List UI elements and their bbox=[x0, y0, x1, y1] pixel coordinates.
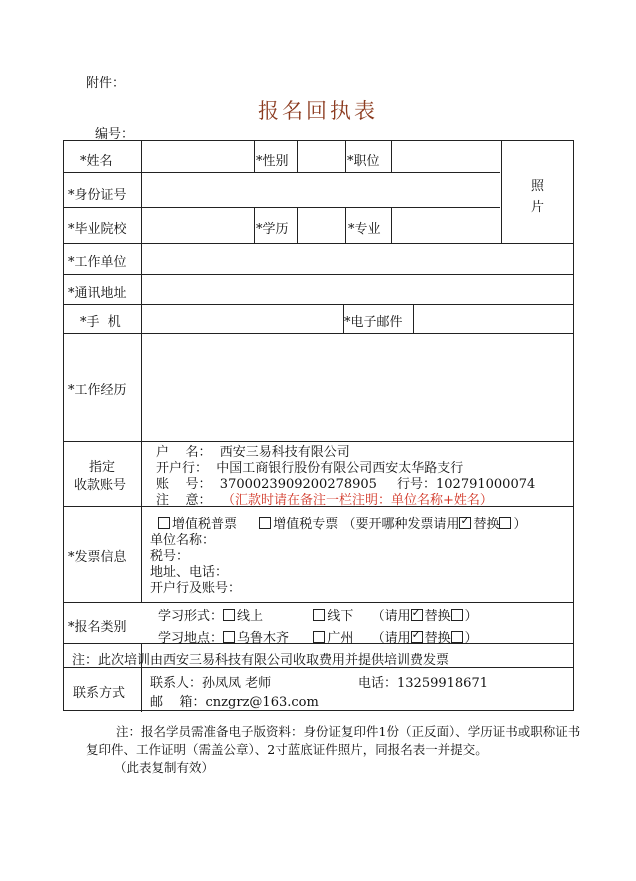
mode-hint-suffix: ） bbox=[464, 609, 478, 624]
empty-box-icon bbox=[451, 631, 463, 643]
experience-label: *工作经历 bbox=[68, 383, 127, 398]
account-number: 账 号： 3700023909200278905 bbox=[156, 477, 377, 492]
mode-hint-prefix: （请用 bbox=[371, 609, 411, 624]
major-label: *专业 bbox=[348, 222, 381, 237]
training-notice: 注：此次培训由西安三易科技有限公司收取费用并提供培训费发票 bbox=[72, 653, 450, 668]
study-mode-label: 学习形式： bbox=[158, 609, 224, 624]
email-label: *电子邮件 bbox=[344, 315, 403, 330]
payment-note-label: 注 意： bbox=[156, 493, 212, 508]
contact-phone: 电话：13259918671 bbox=[358, 676, 488, 691]
mobile-label: *手 机 bbox=[80, 315, 121, 330]
photo-label-line1: 照 bbox=[531, 179, 545, 194]
copy-valid-note: （此表复制有效） bbox=[114, 760, 215, 775]
photo-label-line2: 片 bbox=[531, 200, 545, 215]
invoice-hint-prefix: （要开哪种发票请用 bbox=[342, 517, 460, 532]
location-hint-replace: 替换 bbox=[424, 631, 451, 646]
category-label: *报名类别 bbox=[68, 620, 127, 635]
mode-hint-replace: 替换 bbox=[424, 609, 451, 624]
school-label: *毕业院校 bbox=[68, 222, 127, 237]
education-label: *学历 bbox=[256, 222, 289, 237]
study-location-row bbox=[158, 627, 478, 646]
address-label: *通讯地址 bbox=[68, 286, 127, 301]
invoice-address-phone: 地址、电话： bbox=[150, 565, 229, 580]
empty-box-icon bbox=[451, 609, 463, 621]
invoice-hint-replace: 替换 bbox=[473, 517, 500, 532]
payment-label-line1: 指定 bbox=[89, 460, 116, 475]
bank-name: 开户行： 中国工商银行股份有限公司西安太华路支行 bbox=[156, 461, 464, 476]
gender-label: *性别 bbox=[256, 154, 289, 169]
col-divider bbox=[413, 304, 414, 333]
row-divider bbox=[64, 207, 500, 208]
col-divider bbox=[254, 141, 255, 172]
serial-number-label: 编号： bbox=[95, 127, 135, 142]
checked-box-icon bbox=[459, 517, 471, 529]
location-hint-suffix: ） bbox=[464, 631, 478, 646]
offline-label: 线下 bbox=[327, 609, 354, 624]
invoice-tax-no: 税号： bbox=[150, 549, 190, 564]
contact-email: 邮 箱：cnzgrz@163.com bbox=[150, 695, 319, 710]
registration-form bbox=[63, 140, 574, 711]
contact-person: 联系人：孙凤凤 老师 bbox=[150, 676, 272, 691]
online-checkbox[interactable] bbox=[223, 609, 235, 621]
attachment-label: 附件： bbox=[86, 76, 126, 91]
col-divider bbox=[391, 207, 392, 243]
urumqi-label: 乌鲁木齐 bbox=[237, 631, 290, 646]
col-divider bbox=[391, 141, 392, 172]
payment-label-line2: 收款账号 bbox=[74, 478, 127, 493]
employer-label: *工作单位 bbox=[68, 255, 127, 270]
contact-label: 联系方式 bbox=[73, 686, 126, 701]
col-divider bbox=[345, 207, 346, 243]
urumqi-checkbox[interactable] bbox=[223, 631, 235, 643]
guangzhou-checkbox[interactable] bbox=[313, 631, 325, 643]
checked-box-icon bbox=[411, 631, 423, 643]
guangzhou-label: 广州 bbox=[327, 631, 354, 646]
bank-code: 行号：102791000074 bbox=[397, 477, 536, 492]
payment-note-text: （汇款时请在备注一栏注明：单位名称+姓名） bbox=[222, 493, 493, 508]
col-divider bbox=[254, 207, 255, 243]
invoice-bank-account: 开户行及账号： bbox=[150, 581, 242, 596]
location-hint-prefix: （请用 bbox=[371, 631, 411, 646]
invoice-normal-checkbox[interactable] bbox=[158, 517, 170, 529]
offline-checkbox[interactable] bbox=[313, 609, 325, 621]
empty-box-icon bbox=[499, 517, 511, 529]
label-column-divider bbox=[141, 141, 142, 602]
form-title: 报名回执表 bbox=[258, 99, 378, 123]
study-location-label: 学习地点： bbox=[158, 631, 224, 646]
col-divider bbox=[297, 207, 298, 243]
account-name: 户 名： 西安三易科技有限公司 bbox=[156, 445, 350, 460]
footer-note: 注：报名学员需准备电子版资料：身份证复印件1份（正反面）、学历证书或职称证书复印件、工作证明（需盖公章）、2寸蓝底证件照片，同报名表一并提交。 bbox=[86, 724, 581, 757]
invoice-hint-suffix: ） bbox=[513, 517, 527, 532]
col-divider bbox=[345, 141, 346, 172]
invoice-label: *发票信息 bbox=[68, 550, 127, 565]
name-label: *姓名 bbox=[80, 154, 113, 169]
photo-column-divider bbox=[501, 141, 502, 243]
invoice-special-label: 增值税专票 bbox=[273, 517, 339, 532]
id-number-label: *身份证号 bbox=[68, 188, 127, 203]
row-divider bbox=[64, 602, 573, 603]
invoice-company-name: 单位名称： bbox=[150, 533, 216, 548]
col-divider bbox=[297, 141, 298, 172]
footer-notes bbox=[86, 723, 586, 777]
row-divider bbox=[64, 172, 500, 173]
study-mode-row bbox=[158, 605, 478, 624]
position-label: *职位 bbox=[347, 154, 380, 169]
checked-box-icon bbox=[411, 609, 423, 621]
invoice-normal-label: 增值税普票 bbox=[172, 517, 238, 532]
online-label: 线上 bbox=[237, 609, 264, 624]
invoice-special-checkbox[interactable] bbox=[259, 517, 271, 529]
